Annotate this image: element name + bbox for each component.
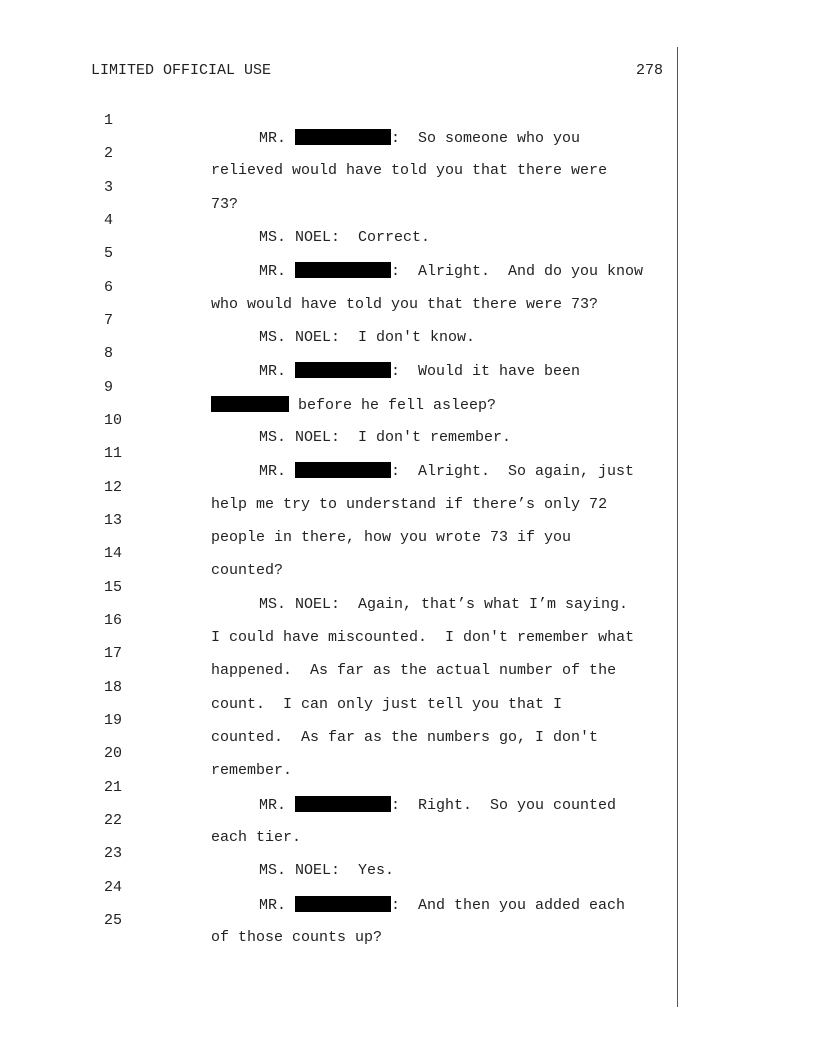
transcript-line — [0, 528, 284, 579]
speaker-text: MR. : Right. So you counted — [259, 797, 617, 814]
transcript-line — [0, 162, 239, 213]
line-text: MS. NOEL: Again, that’s what I’m saying. — [259, 596, 629, 613]
line-text: help me try to understand if there’s only 72 — [211, 496, 608, 513]
line-text: each tier. — [211, 829, 302, 846]
line-text: of those counts up? — [211, 929, 383, 946]
line-text: MS. NOEL: I don't know. — [259, 329, 476, 346]
line-text: I could have miscounted. I don't remember what — [211, 629, 635, 646]
transcript-line — [0, 895, 383, 946]
speaker-text: MR. : Alright. And do you know — [259, 263, 644, 280]
redaction-bar — [295, 129, 391, 145]
redaction-bar — [295, 896, 391, 912]
line-text: who would have told you that there were 73? — [211, 296, 599, 313]
redaction-bar — [211, 396, 289, 412]
speaker-text: MR. : And then you added each — [259, 897, 626, 914]
line-text: MS. NOEL: Correct. — [259, 229, 431, 246]
right-margin-rule — [677, 47, 678, 1007]
line-number: 10 — [104, 412, 123, 429]
page-number: 278 — [636, 62, 664, 79]
line-number: 5 — [104, 245, 114, 262]
transcript-line — [0, 795, 302, 846]
line-number: 13 — [104, 512, 123, 529]
line-text: people in there, how you wrote 73 if you — [211, 529, 572, 546]
redaction-bar — [295, 362, 391, 378]
line-number: 17 — [104, 645, 123, 662]
line-number: 7 — [104, 312, 114, 329]
line-text: happened. As far as the actual number of the — [211, 662, 617, 679]
speaker-text: MR. : Alright. So again, just — [259, 463, 635, 480]
line-number: 20 — [104, 745, 123, 762]
line-number: 18 — [104, 679, 123, 696]
line-number: 1 — [104, 112, 114, 129]
line-text: MS. NOEL: Yes. — [259, 862, 395, 879]
classification-header: LIMITED OFFICIAL USE — [91, 62, 272, 79]
line-text: counted? — [211, 562, 284, 579]
line-text: before he fell asleep? — [211, 396, 496, 414]
speaker-text: MR. : Would it have been — [259, 363, 581, 380]
line-number: 12 — [104, 479, 123, 496]
line-number: 9 — [104, 379, 114, 396]
line-text: count. I can only just tell you that I — [211, 696, 563, 713]
line-number: 16 — [104, 612, 123, 629]
speaker-text: MR. : So someone who you — [259, 130, 581, 147]
line-number: 23 — [104, 845, 123, 862]
line-text: relieved would have told you that there were — [211, 162, 608, 179]
line-text: counted. As far as the numbers go, I don't — [211, 729, 599, 746]
line-number: 11 — [104, 445, 123, 462]
line-number: 21 — [104, 779, 123, 796]
line-number: 8 — [104, 345, 114, 362]
line-number: 24 — [104, 879, 123, 896]
line-number: 4 — [104, 212, 114, 229]
line-number: 15 — [104, 579, 123, 596]
redaction-bar — [295, 796, 391, 812]
line-number: 22 — [104, 812, 123, 829]
line-number: 2 — [104, 145, 114, 162]
line-number: 3 — [104, 179, 114, 196]
line-text: remember. — [211, 762, 293, 779]
transcript-line — [0, 728, 293, 779]
redaction-bar — [295, 262, 391, 278]
transcript-line — [0, 95, 581, 147]
line-number: 6 — [104, 279, 114, 296]
redaction-bar — [295, 462, 391, 478]
line-number: 19 — [104, 712, 123, 729]
line-number: 25 — [104, 912, 123, 929]
line-text: 73? — [211, 196, 239, 213]
line-text: MS. NOEL: I don't remember. — [259, 429, 512, 446]
line-number: 14 — [104, 545, 123, 562]
